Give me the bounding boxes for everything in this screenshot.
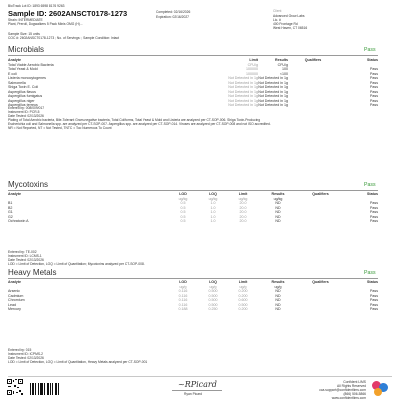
table-cell: 0.116 xyxy=(178,298,188,302)
table-cell: 0.200 xyxy=(238,293,248,298)
website: www.confidentlims.com xyxy=(331,396,366,400)
client-label: Client xyxy=(273,9,282,13)
expiration-date: Expiration: 02/16/2027 xyxy=(156,15,189,19)
table-cell: ND xyxy=(275,210,281,214)
table-cell: 0.200 xyxy=(238,289,248,293)
table-cell: 1.0 xyxy=(210,201,216,205)
table-cell: 0.116 xyxy=(178,293,188,298)
mycotoxins-pass: Pass xyxy=(364,182,376,188)
column-header: Limit xyxy=(249,58,258,62)
biotrack-id: BioTrack Lot ID: 1893 6598 8176 9263 xyxy=(8,4,65,8)
column-header: Results xyxy=(271,280,285,284)
table-cell: Not Detected in 1g xyxy=(228,103,258,107)
table-cell: Pass xyxy=(370,94,378,98)
table-cell: B1 xyxy=(8,201,13,205)
heavy-metals-pass: Pass xyxy=(364,270,376,276)
column-header: Status xyxy=(367,280,378,284)
signature: ~RPicard xyxy=(178,380,217,389)
column-header: Status xyxy=(367,58,378,62)
note-line: Date Tested: 02/13/2026 xyxy=(8,356,44,360)
microbials-table xyxy=(8,58,378,108)
table-cell: Not Detected in 1g xyxy=(258,89,288,94)
column-header: Analyte xyxy=(8,280,21,284)
column-header: Limit xyxy=(238,280,248,284)
table-cell: 1.0 xyxy=(210,219,216,223)
table-cell: G1 xyxy=(8,210,13,214)
unit-cell: ug/kg xyxy=(238,196,248,201)
note-line: LOD = Limit of Detection, LOQ = Limit of Quantitation, Heavy Metals analyzed per CT-SOP-001 xyxy=(8,360,148,364)
column-header: Analyte xyxy=(8,192,21,196)
column-header: Qualifiers xyxy=(312,280,329,284)
client-address-2: West Haven, CT 06516 xyxy=(273,26,308,30)
table-cell: Pass xyxy=(370,307,378,311)
table-cell: <100 xyxy=(279,71,288,76)
table-cell: Not Detected in 1g xyxy=(258,103,288,107)
table-cell: Not Detected in 1g xyxy=(228,98,258,103)
column-header: LOQ xyxy=(209,192,217,196)
table-cell: 100000 xyxy=(246,71,258,76)
completed-date: Completed: 02/16/2026 xyxy=(156,10,191,14)
table-cell: ND xyxy=(275,307,281,311)
column-header: LOD xyxy=(179,192,187,196)
table-cell: ND xyxy=(275,302,281,307)
table-cell: Not Detected in 1g xyxy=(228,89,258,94)
brand-rights: All Rights Reserved xyxy=(337,384,366,388)
table-cell: CFU/g xyxy=(277,62,288,67)
table-cell: Total Yeast & Mold xyxy=(8,67,38,71)
brand-name: Confident LIMS xyxy=(343,380,366,384)
table-cell: Pass xyxy=(370,293,378,298)
table-cell: B2 xyxy=(8,205,13,210)
table-cell: Not Detected in 1g xyxy=(228,85,258,89)
table-cell: 20.0 xyxy=(239,219,247,223)
unit-cell: ug/kg xyxy=(208,196,218,201)
table-cell: Pass xyxy=(370,71,378,76)
barcode-icon xyxy=(30,382,59,400)
table-cell: 20.0 xyxy=(239,201,247,205)
sample-id: Sample ID: 2602ANSCT0178-1273 xyxy=(8,9,128,18)
table-cell: 0.500 xyxy=(238,302,248,307)
table-cell: Mercury xyxy=(8,307,21,311)
column-header: Results xyxy=(271,192,285,196)
table-cell: 0.250 xyxy=(208,307,218,311)
unit-cell: ug/g xyxy=(209,284,217,289)
table-cell: Pass xyxy=(370,210,378,214)
column-header: LOQ xyxy=(209,280,217,284)
table-cell: Not Detected in 1g xyxy=(258,94,288,98)
table-cell: Not Detected in 1g xyxy=(258,98,288,103)
table-cell: 0.5 xyxy=(180,219,186,223)
column-header: Qualifiers xyxy=(312,192,329,196)
client-name: Advanced Grow Labs xyxy=(273,14,305,18)
note-line: Instrument ID: PCR-5 xyxy=(8,110,40,114)
table-cell: Arsenic xyxy=(8,289,20,293)
column-header: Qualifiers xyxy=(304,58,322,62)
table-cell: Aspergillus niger xyxy=(8,98,35,103)
column-header: Status xyxy=(367,192,378,196)
note-line: Entered by: 015 xyxy=(8,348,32,352)
unit-cell: ug/g xyxy=(274,284,282,289)
table-cell: Pass xyxy=(370,289,378,293)
note-line: LOD = Limit of Detection, LOQ = Limit of Quantitation; Mycotoxins analyzed per CT-SOP-008. xyxy=(8,262,145,266)
mycotoxins-table xyxy=(8,192,378,224)
microbials-notes xyxy=(8,106,271,130)
microbials-rule xyxy=(8,55,378,56)
table-cell: 0.600 xyxy=(238,298,248,302)
table-cell: Aspergillus flavus xyxy=(8,89,36,94)
note-line: Date Tested: 02/13/2026 xyxy=(8,258,44,262)
table-cell: Pass xyxy=(370,76,378,80)
note-line: Date Tested: 02/13/2026 xyxy=(8,114,44,118)
column-header: Limit xyxy=(238,192,248,196)
note-line: NR = Not Reported, NT = Not Tested, TNTC = Too Numerous To Count xyxy=(8,126,112,130)
table-cell: Aspergillus fumigatus xyxy=(8,94,43,98)
table-cell: Salmonella xyxy=(8,80,26,85)
coc-line: COC #: 2602ANSCT0178-1273 ; No. of Servings: ; Sample Condition: Intact xyxy=(8,36,120,40)
strain: Strain: INTERMEDIATE xyxy=(8,18,43,22)
table-cell: Pass xyxy=(370,302,378,307)
table-cell: Pass xyxy=(370,214,378,219)
note-line: Escherichia coli and Salmonella spp. are analyzed per CT-SOP-007. Aspergillus spp. are analyzed per CT-SOP-014. Viruses are analyzed per CT-SOP-008 and not ISO accredited. xyxy=(8,122,271,126)
table-cell: Lead xyxy=(8,302,16,307)
heavy-metals-notes xyxy=(8,348,147,364)
table-cell: 0.200 xyxy=(238,307,248,311)
table-cell: Pass xyxy=(370,205,378,210)
support-email: cca.support@confidentlims.com xyxy=(319,388,366,392)
table-row xyxy=(8,307,378,312)
table-cell: 0.500 xyxy=(208,298,218,302)
unit-cell: ug/kg xyxy=(273,196,283,201)
table-cell: CFU/g xyxy=(247,62,258,67)
table-cell xyxy=(288,103,338,108)
unit-cell: ug/g xyxy=(179,284,187,289)
table-cell: Ochratoxin A xyxy=(8,219,29,223)
table-cell: Total Viable Aerobic Bacteria xyxy=(8,62,54,67)
table-row xyxy=(8,219,378,224)
mycotoxins-notes xyxy=(8,250,145,266)
signer-name: Ryan Picard xyxy=(184,392,202,396)
table-cell: Pass xyxy=(370,201,378,205)
client-license: Lic. # xyxy=(273,18,281,22)
table-cell: 0.5 xyxy=(180,205,186,210)
table-cell xyxy=(298,219,343,224)
unit-cell: ug/g xyxy=(239,284,247,289)
table-cell: Pass xyxy=(370,298,378,302)
table-cell: 0.116 xyxy=(178,302,188,307)
table-cell: ND xyxy=(275,293,281,298)
table-cell: ND xyxy=(275,205,281,210)
table-cell: ND xyxy=(275,298,281,302)
column-header: Results xyxy=(275,58,288,62)
table-cell: ND xyxy=(275,214,281,219)
table-cell: Pass xyxy=(370,98,378,103)
heavy-metals-table xyxy=(8,280,378,312)
table-cell: G2 xyxy=(8,214,13,219)
table-cell: 20.0 xyxy=(239,214,247,219)
table-cell: Pass xyxy=(370,103,378,107)
table-cell: 20.0 xyxy=(239,205,247,210)
table-cell: 100 xyxy=(282,67,288,71)
table-cell: 1.0 xyxy=(210,210,216,214)
table-cell: ND xyxy=(275,289,281,293)
client-address-1: 400 Frontage Rd xyxy=(273,22,298,26)
heavy-metals-rule xyxy=(8,278,378,279)
unit-cell: ug/kg xyxy=(178,196,188,201)
table-cell: 0.500 xyxy=(208,302,218,307)
note-line: Instrument ID: LCMS-1 xyxy=(8,254,42,258)
table-cell: Pass xyxy=(370,85,378,89)
table-cell: 0.500 xyxy=(208,293,218,298)
table-cell: Not Detected in 1g xyxy=(228,80,258,85)
table-cell: Not Detected in 1g xyxy=(228,76,258,80)
mycotoxins-rule xyxy=(8,190,378,191)
table-cell: Pass xyxy=(370,80,378,85)
lab-logo-icon xyxy=(370,380,392,398)
table-cell: Chromium xyxy=(8,298,25,302)
mycotoxins-title: Mycotoxins xyxy=(8,180,49,189)
product-name: Plant, Preroll, Dogwalkers 5 Pack Minis OMG (H)... xyxy=(8,22,83,26)
table-cell: E coli xyxy=(8,71,17,76)
support-phone: (866) 506-5866 xyxy=(343,392,366,396)
microbials-title: Microbials xyxy=(8,45,45,54)
column-header: Analyte xyxy=(8,58,21,62)
table-cell xyxy=(298,307,343,312)
table-cell: 1.0 xyxy=(210,205,216,210)
qr-code-icon xyxy=(6,378,24,396)
table-cell: Shiga Toxin E. Coli xyxy=(8,85,39,89)
table-cell: 100000 xyxy=(246,67,258,71)
note-line: Entered by: 008/009/017 xyxy=(8,106,45,110)
table-cell: 1.0 xyxy=(210,214,216,219)
table-cell: Pass xyxy=(370,67,378,71)
table-cell: 20.0 xyxy=(239,210,247,214)
table-cell: Pass xyxy=(370,219,378,223)
table-cell: ND xyxy=(275,219,281,223)
note-line: Instrument ID: ICPMS-2 xyxy=(8,352,43,356)
table-cell: Aspergillus terreus xyxy=(8,103,38,107)
table-cell: Not Detected in 1g xyxy=(258,80,288,85)
table-cell: Pass xyxy=(370,89,378,94)
heavy-metals-title: Heavy Metals xyxy=(8,268,57,277)
note-line: Plating of Total Aerobic bacteria, Bile-Tolerant Gram-negative bacteria, Total Coliforms, Total Yeast & Mold and Listeria are analyzed per CT-SOP-006. Shiga Toxin-Producing xyxy=(8,118,261,122)
table-cell: Not Detected in 1g xyxy=(258,76,288,80)
table-cell: 0.5 xyxy=(180,214,186,219)
table-cell: 0.500 xyxy=(208,289,218,293)
microbials-pass: Pass xyxy=(364,47,376,53)
note-line: Entered by: TE-002 xyxy=(8,250,37,254)
table-cell: 0.5 xyxy=(180,201,186,205)
column-header: LOD xyxy=(179,280,187,284)
table-cell: ND xyxy=(275,201,281,205)
table-cell: Listeria monocytogenes xyxy=(8,76,46,80)
table-cell: Not Detected in 1g xyxy=(228,94,258,98)
table-cell: 0.188 xyxy=(178,307,188,311)
table-cell: 0.116 xyxy=(178,289,188,293)
table-cell: 0.5 xyxy=(180,210,186,214)
table-cell: Not Detected in 1g xyxy=(258,85,288,89)
sample-size: Sample Size: 15 units xyxy=(8,32,40,36)
table-cell: Cadmium xyxy=(8,293,24,298)
